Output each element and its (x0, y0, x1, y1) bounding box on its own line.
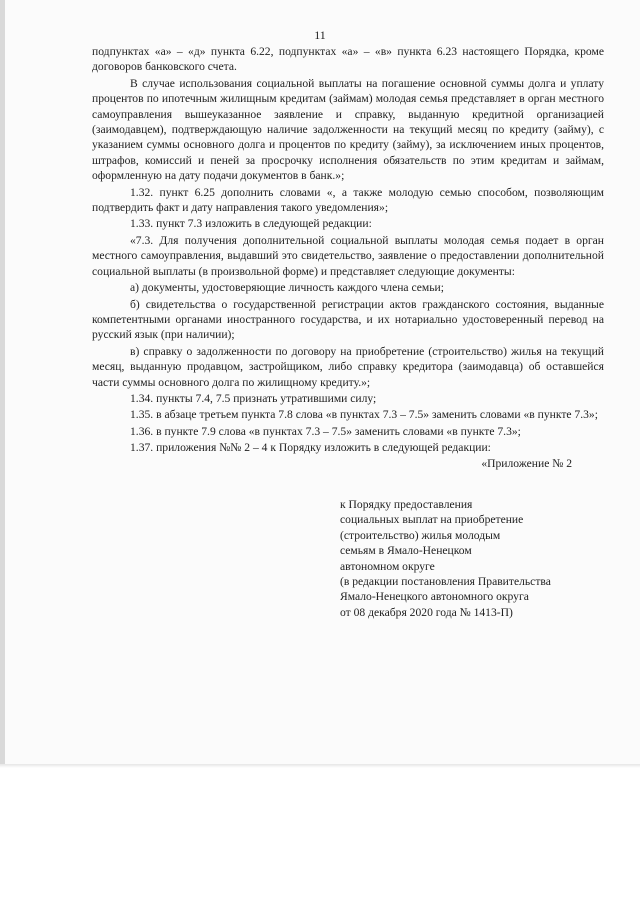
list-item-a: а) документы, удостоверяющие личность каждого члена семьи; (130, 281, 444, 295)
appendix-line: социальных выплат на приобретение (340, 513, 524, 527)
appendix-line: к Порядку предоставления (340, 497, 473, 511)
appendix-line: (строительство) жилья молодым (340, 528, 501, 542)
list-item-b: б) свидетельства о государственной регистрации актов гражданского состояния, выданные компетентными органами иностранного государства, и их нотариально удостоверенный перевод на русский язык (при наличии); (92, 297, 604, 342)
paragraph-continuation: подпунктах «а» – «д» пункта 6.22, подпунктах «а» – «в» пункта 6.23 настоящего Порядка, кроме договоров банковского счета. (92, 45, 604, 74)
attachment-title: «Приложение № 2 (481, 456, 572, 470)
paragraph-1-36: 1.36. в пункте 7.9 слова «в пунктах 7.3 – 7.5» заменить словами «в пункте 7.3»; (130, 424, 521, 438)
paragraph-mortgage-case: В случае использования социальной выплаты на погашение основной суммы долга и уплату процентов по ипотечным жилищным кредитам (займам) молодая семья представляет в орган местного самоуправления вышеуказанное заявление и справку, выданную кредитной организацией (заимодавцем), подтверждающую наличие задолженности на текущий месяц по кредиту (займу), с указанием суммы основного долга и процентов по кредиту (займу), за исключением иных процентов, штрафов, комиссий и пеней за просрочку исполнения обязательств по этим кредитам и займам, оформленную на дату подачи документов в банк.»; (92, 76, 604, 183)
scan-bottom-edge (0, 764, 640, 768)
scan-shadow-edge (0, 0, 5, 768)
paragraph-1-37: 1.37. приложения №№ 2 – 4 к Порядку изложить в следующей редакции: (130, 441, 491, 455)
list-item-v: в) справку о задолженности по договору на приобретение (строительство) жилья на текущий месяц, выданную продавцом, застройщиком, либо справку кредитора (заимодавца) об оставшейся части суммы основного долга по жилищному кредиту.»; (92, 344, 604, 389)
paragraph-7-3: «7.3. Для получения дополнительной социальной выплаты молодая семья подает в орган местного самоуправления, выдавший это свидетельство, заявление о предоставлении дополнительной социальной выплаты (в произвольной форме) и представляет следующие документы: (92, 233, 604, 278)
appendix-line: (в редакции постановления Правительства (340, 575, 551, 588)
document-body (92, 44, 604, 620)
paragraph-1-35: 1.35. в абзаце третьем пункта 7.8 слова «в пунктах 7.3 – 7.5» заменить словами «в пункте 7.3»; (130, 408, 598, 422)
appendix-line: от 08 декабря 2020 года № 1413-П) (340, 605, 513, 619)
appendix-line: автономном округе (340, 559, 435, 573)
appendix-header (340, 497, 610, 620)
appendix-line: семьям в Ямало-Ненецком (340, 544, 472, 558)
paragraph-1-34: 1.34. пункты 7.4, 7.5 признать утратившими силу; (130, 391, 377, 405)
paragraph-1-33: 1.33. пункт 7.3 изложить в следующей редакции: (130, 217, 372, 231)
appendix-line: Ямало-Ненецкого автономного округа (340, 590, 529, 604)
page-number: 11 (314, 28, 326, 42)
paragraph-1-32: 1.32. пункт 6.25 дополнить словами «, а также молодую семью способом, позволяющим подтвердить факт и дату направления такого уведомления»; (92, 185, 604, 215)
